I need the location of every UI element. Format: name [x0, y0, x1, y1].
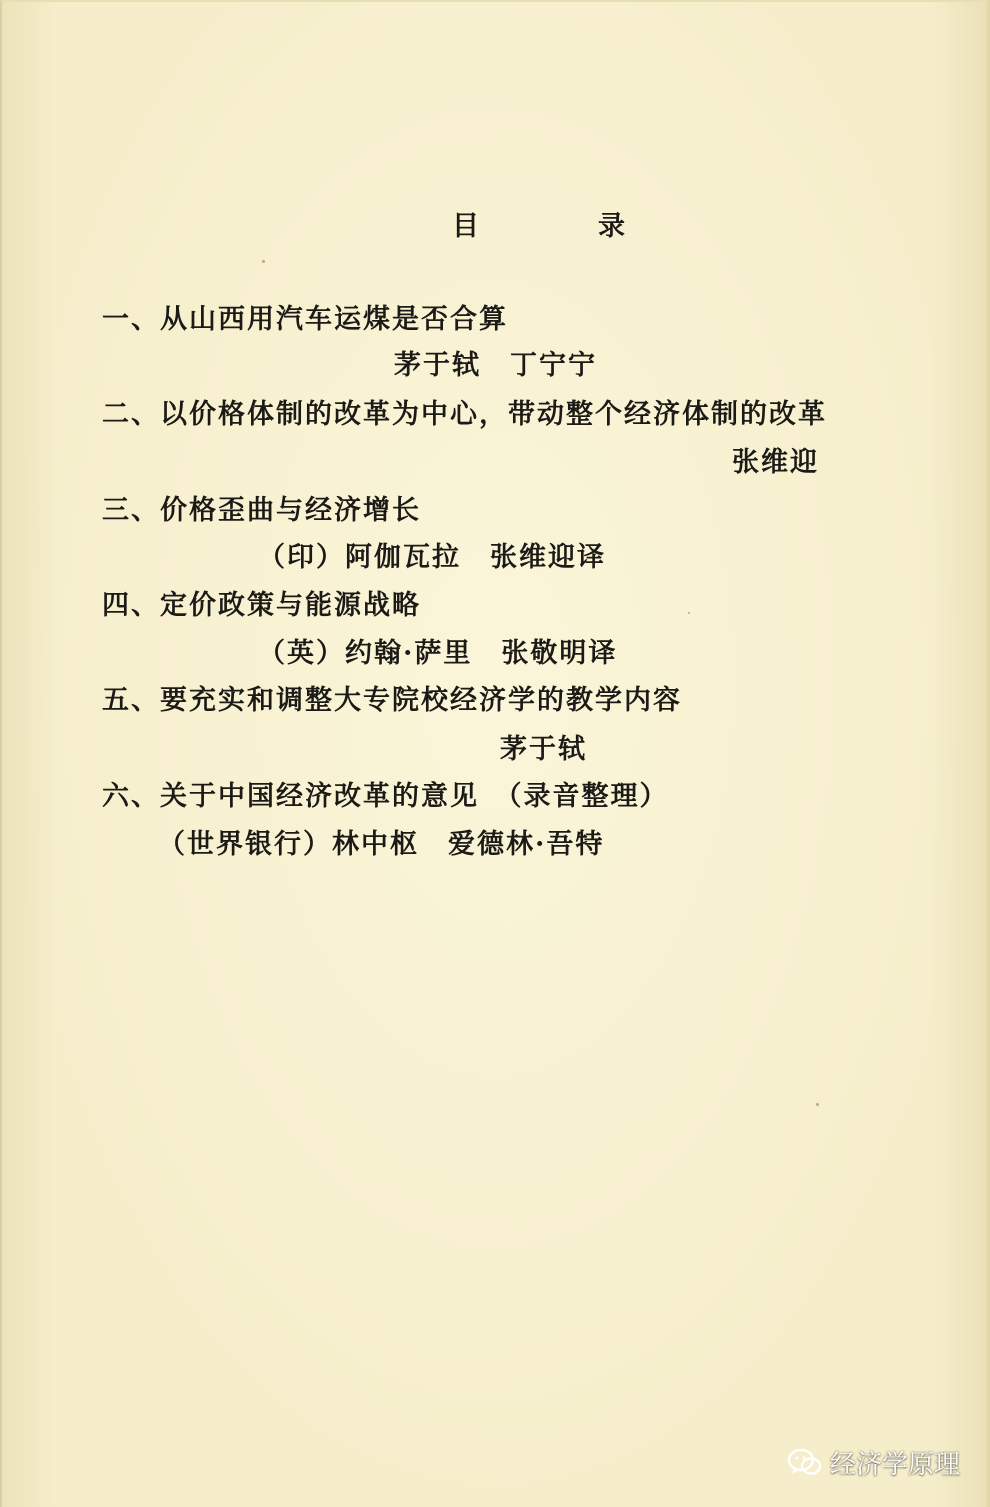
toc-entry-number: 五、: [102, 685, 160, 716]
toc-entry-title: 价格歪曲与经济增长: [160, 495, 421, 526]
toc-entry-4: [102, 583, 421, 622]
toc-entry-title: 要充实和调整大专院校经济学的教学内容: [160, 685, 682, 716]
toc-entry-author: （印）阿伽瓦拉 张维迎译: [258, 542, 606, 573]
toc-entry-1: [102, 297, 508, 336]
toc-entry-2: [102, 392, 827, 431]
toc-entry-title: 关于中国经济改革的意见 （录音整理）: [160, 781, 669, 812]
wechat-icon: [788, 1449, 822, 1477]
toc-entry-number: 四、: [102, 590, 160, 621]
paper-speck: [262, 260, 265, 263]
toc-entry-title: 定价政策与能源战略: [160, 590, 421, 621]
toc-entry-author: （世界银行）林中枢 爱德林·吾特: [158, 829, 605, 860]
toc-entry-6: [102, 774, 669, 813]
toc-entry-author: （英）约翰·萨里 张敬明译: [258, 638, 618, 669]
toc-entry-3: [102, 488, 421, 527]
paper-speck: [688, 612, 690, 614]
watermark-text: 经济学原理: [829, 1450, 960, 1480]
toc-entry-author: 茅于轼 丁宁宁: [394, 350, 597, 381]
toc-entry-5: [102, 678, 682, 717]
toc-entry-author: 茅于轼: [500, 734, 587, 765]
toc-entry-title: 从山西用汽车运煤是否合算: [160, 304, 508, 335]
toc-entry-number: 一、: [102, 304, 160, 335]
toc-entry-number: 三、: [102, 495, 160, 526]
toc-entry-author: 张维迎: [732, 447, 819, 478]
toc-entry-number: 二、: [102, 399, 160, 430]
page-title: 目 录: [452, 211, 671, 242]
toc-entry-number: 六、: [102, 781, 160, 812]
paper-speck: [816, 1103, 819, 1106]
toc-entry-title: 以价格体制的改革为中心，带动整个经济体制的改革: [160, 399, 827, 430]
watermark: [788, 1444, 960, 1481]
